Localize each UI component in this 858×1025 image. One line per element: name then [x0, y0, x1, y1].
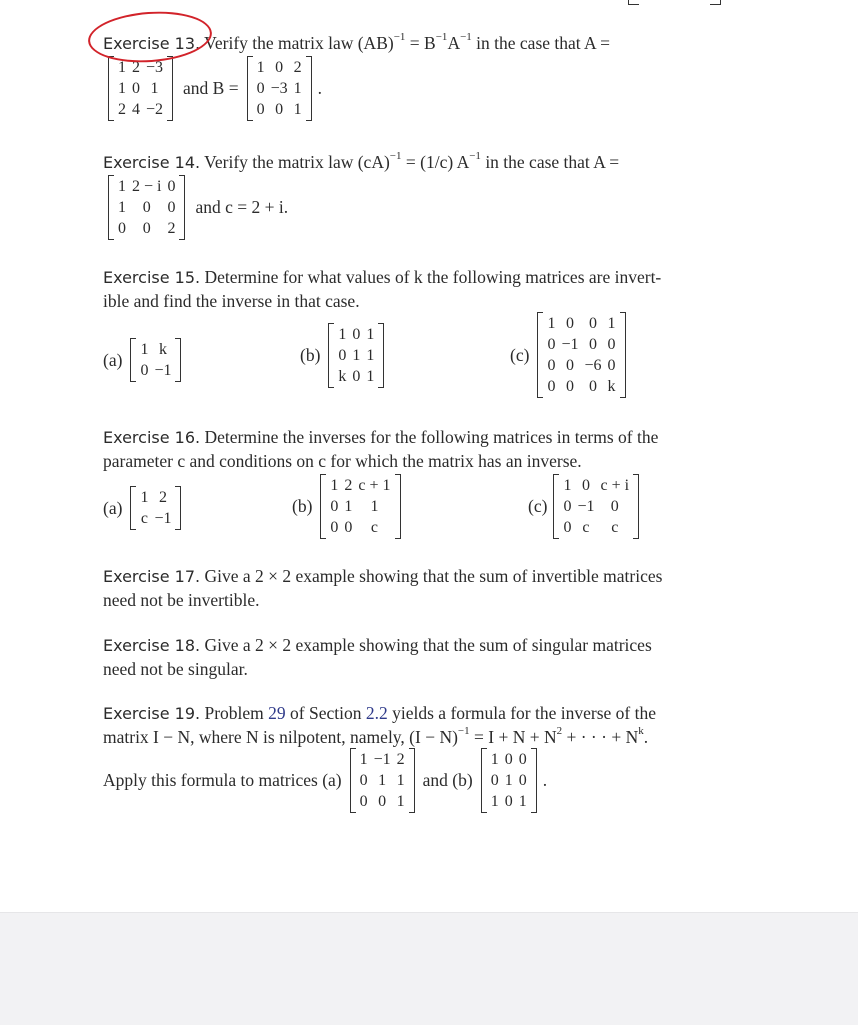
exercise-19-line-1: [103, 702, 763, 726]
matrix-table: [560, 475, 632, 538]
matrix-entry: k: [338, 368, 347, 385]
exercise-15-c: [510, 312, 626, 398]
matrix-entry: 1: [293, 101, 302, 118]
matrix-entry: 1: [607, 315, 616, 332]
exponent: −1: [393, 31, 406, 44]
matrix-entry: 1: [547, 315, 556, 332]
exercise-13-matrices: [108, 56, 322, 121]
matrix-entry: 0: [118, 220, 126, 237]
matrix-entry: 1: [118, 80, 126, 97]
matrix-entry: 0: [359, 772, 368, 789]
matrix-A: [108, 175, 185, 240]
matrix-entry: 0: [167, 178, 176, 195]
exercise-15-line-1: [103, 266, 763, 290]
matrix-row: [488, 791, 530, 812]
matrix-16a: [130, 486, 181, 530]
matrix-row: [357, 770, 408, 791]
matrix-entry: 0: [359, 793, 368, 810]
matrix-entry: 1: [352, 347, 361, 364]
exponent: −1: [460, 31, 472, 44]
matrix-row: [115, 99, 166, 120]
matrix-entry: 1: [378, 772, 387, 789]
period: .: [317, 78, 322, 98]
matrix-row: [115, 176, 178, 197]
exercise-19-text-d: matrix I − N, where N is nilpotent, namely, (I − N): [103, 726, 458, 747]
page-top-bracket-left: [628, 0, 639, 5]
exercise-15-b: [300, 323, 384, 388]
matrix-row: [335, 366, 377, 387]
matrix-entry: 0: [607, 336, 616, 353]
exercise-19-text: Problem: [204, 703, 264, 723]
matrix-row: [137, 339, 174, 360]
part-c-label: (c): [510, 344, 530, 365]
matrix-entry: 0: [518, 751, 527, 768]
matrix-entry: 0: [330, 498, 339, 515]
matrix-entry: 0: [547, 357, 556, 374]
matrix-entry: c: [582, 519, 590, 536]
matrix-entry: 1: [490, 751, 499, 768]
exercise-15: [103, 266, 763, 313]
matrix-row: [327, 496, 393, 517]
exercise-13-label: Exercise 13.: [103, 34, 201, 53]
exercise-18-text: Give a 2 × 2 example showing that the sum of singular matrices: [204, 635, 652, 655]
matrix-entry: 1: [366, 368, 375, 385]
matrix-entry: k: [607, 378, 616, 395]
matrix-entry: c: [611, 519, 619, 536]
matrix-entry: 0: [142, 199, 151, 216]
matrix-entry: 1: [366, 347, 375, 364]
matrix-entry: 0: [588, 336, 597, 353]
matrix-entry: 0: [518, 772, 527, 789]
exercise-17-label: Exercise 17.: [103, 567, 201, 586]
matrix-row: [335, 324, 377, 345]
matrix-table: [115, 57, 166, 120]
matrix-16b: [320, 474, 400, 539]
matrix-entry: 0: [610, 498, 619, 515]
exercise-15-a: [103, 338, 181, 382]
matrix-row: [137, 360, 174, 381]
matrix-row: [254, 78, 305, 99]
matrix-row: [137, 487, 174, 508]
matrix-entry: 1: [344, 498, 353, 515]
matrix-entry: 1: [338, 326, 347, 343]
matrix-19b: [481, 748, 537, 813]
matrix-entry: 0: [565, 357, 574, 374]
matrix-entry: 0: [338, 347, 347, 364]
matrix-row: [544, 355, 618, 376]
matrix-table: [115, 176, 178, 239]
matrix-entry: 2: [167, 220, 176, 237]
exercise-19-text-e: = I + N + N: [469, 726, 557, 747]
matrix-entry: 1: [396, 772, 405, 789]
exercise-14-text: Verify the matrix law (cA): [204, 152, 390, 172]
matrix-entry: 1: [118, 59, 126, 76]
matrix-row: [254, 99, 305, 120]
matrix-entry: 1: [293, 80, 302, 97]
matrix-table: [357, 749, 408, 812]
matrix-row: [327, 475, 393, 496]
matrix-entry: 0: [547, 336, 556, 353]
matrix-entry: −1: [373, 751, 391, 768]
matrix-entry: k: [158, 341, 167, 358]
matrix-entry: 1: [150, 80, 159, 97]
exercise-19-line-2: [103, 726, 763, 750]
matrix-entry: 0: [588, 378, 597, 395]
matrix-table: [335, 324, 377, 387]
matrix-entry: 2: [132, 59, 140, 76]
matrix-entry: 0: [330, 519, 339, 536]
matrix-entry: c + 1: [358, 477, 391, 494]
matrix-entry: 2 − i: [132, 178, 162, 195]
matrix-entry: −3: [270, 80, 288, 97]
exercise-17: [103, 565, 763, 612]
matrix-entry: 2: [118, 101, 126, 118]
matrix-entry: 0: [352, 326, 361, 343]
matrix-entry: 1: [563, 477, 572, 494]
matrix-entry: 0: [563, 519, 572, 536]
part-a-label: (a): [103, 497, 123, 518]
matrix-row: [544, 376, 618, 397]
matrix-entry: c: [140, 510, 148, 527]
matrix-entry: −1: [561, 336, 579, 353]
part-b-label: (b): [300, 345, 321, 365]
exercise-15-text: Determine for what values of k the following matrices are invert-: [204, 267, 662, 287]
matrix-entry: 0: [565, 315, 574, 332]
exponent: −1: [389, 150, 402, 163]
matrix-row: [488, 749, 530, 770]
exercise-19-text-f: + · · · + N: [562, 726, 639, 747]
exercise-14-text-c: in the case that A =: [480, 152, 620, 172]
exercise-19-matrices: [103, 748, 547, 813]
exercise-13-text-b: = B: [405, 33, 436, 53]
matrix-entry: −1: [577, 498, 595, 515]
matrix-entry: 1: [370, 498, 379, 515]
exponent: k: [638, 724, 644, 737]
exercise-19-text-c: yields a formula for the inverse of the: [392, 703, 656, 723]
matrix-entry: 1: [359, 751, 368, 768]
exercise-13-text-d: in the case that A =: [471, 33, 610, 53]
matrix-row: [544, 313, 618, 334]
matrix-table: [137, 339, 174, 381]
part-b-label: (b): [292, 496, 313, 516]
matrix-entry: 0: [581, 477, 590, 494]
matrix-row: [254, 57, 305, 78]
matrix-entry: 0: [132, 80, 140, 97]
exercise-19-text-b: of Section: [290, 703, 362, 723]
exercise-15-label: Exercise 15.: [103, 268, 201, 287]
exercise-15-line-2: ible and find the inverse in that case.: [103, 290, 360, 311]
exercise-16: [103, 426, 763, 473]
and-b-text: and B =: [183, 78, 239, 98]
matrix-entry: 1: [490, 793, 499, 810]
matrix-entry: 0: [607, 357, 616, 374]
matrix-row: [137, 508, 174, 529]
matrix-entry: 0: [256, 101, 265, 118]
matrix-15b: [328, 323, 384, 388]
exercise-18-line-1: [103, 634, 763, 658]
matrix-entry: 1: [118, 199, 126, 216]
matrix-row: [488, 770, 530, 791]
matrix-entry: 2: [396, 751, 405, 768]
matrix-entry: 0: [256, 80, 265, 97]
matrix-entry: 1: [140, 341, 149, 358]
matrix-entry: 0: [378, 793, 387, 810]
matrix-table: [327, 475, 393, 538]
matrix-B: [247, 56, 312, 121]
part-c-label: (c): [528, 496, 548, 516]
matrix-row: [115, 57, 166, 78]
matrix-entry: 1: [518, 793, 527, 810]
matrix-entry: −2: [146, 101, 164, 118]
matrix-entry: −1: [154, 510, 172, 527]
exercise-16-line-1: [103, 426, 763, 450]
matrix-row: [560, 496, 632, 517]
exercise-16-label: Exercise 16.: [103, 428, 201, 447]
part-a-label: (a): [103, 349, 123, 370]
exponent: 2: [556, 724, 563, 737]
matrix-entry: 1: [140, 489, 149, 506]
matrix-entry: c + i: [600, 477, 630, 494]
page-top-bracket-right: [710, 0, 721, 5]
exercise-13: [103, 32, 763, 56]
matrix-entry: 0: [490, 772, 499, 789]
matrix-16c: [553, 474, 639, 539]
matrix-entry: 2: [158, 489, 167, 506]
matrix-table: [544, 313, 618, 397]
matrix-row: [560, 517, 632, 538]
exponent: −1: [457, 724, 470, 737]
matrix-row: [357, 791, 408, 812]
exercise-19-label: Exercise 19.: [103, 704, 201, 723]
matrix-table: [488, 749, 530, 812]
exercise-17-text: Give a 2 × 2 example showing that the sum of invertible matrices: [204, 566, 663, 586]
period: .: [643, 726, 649, 747]
matrix-row: [544, 334, 618, 355]
exercise-13-line-1: [103, 32, 763, 56]
matrix-entry: 0: [563, 498, 572, 515]
matrix-15c: [537, 312, 625, 398]
exercise-16-b: [292, 474, 401, 539]
exercise-18: [103, 634, 763, 681]
exponent: −1: [469, 150, 481, 163]
exercise-14-label: Exercise 14.: [103, 153, 201, 172]
exercise-14-matrix-row: [108, 175, 288, 240]
matrix-entry: 1: [256, 59, 265, 76]
matrix-entry: −3: [146, 59, 164, 76]
exercise-14-line-1: [103, 151, 763, 175]
exercise-18-line-2: need not be singular.: [103, 658, 248, 679]
matrix-15a: [130, 338, 181, 382]
and-c-text: and c = 2 + i.: [195, 197, 289, 217]
matrix-table: [137, 487, 174, 529]
exercise-13-text: Verify the matrix law (AB): [204, 33, 394, 53]
exercise-16-text: Determine the inverses for the following matrices in terms of the: [204, 427, 659, 447]
matrix-entry: 0: [504, 751, 513, 768]
matrix-entry: 0: [167, 199, 176, 216]
matrix-entry: 0: [275, 101, 284, 118]
matrix-entry: 2: [293, 59, 302, 76]
matrix-entry: 1: [330, 477, 339, 494]
matrix-entry: −6: [584, 357, 602, 374]
matrix-row: [327, 517, 393, 538]
matrix-entry: 0: [565, 378, 574, 395]
matrix-entry: 0: [588, 315, 597, 332]
matrix-entry: c: [370, 519, 379, 536]
matrix-table: [254, 57, 305, 120]
matrix-row: [335, 345, 377, 366]
exercise-13-text-c: A: [447, 33, 461, 53]
matrix-19a: [350, 748, 415, 813]
section-2-2-link[interactable]: 2.2: [365, 703, 388, 723]
matrix-row: [115, 78, 166, 99]
matrix-entry: 1: [396, 793, 405, 810]
matrix-entry: 0: [547, 378, 556, 395]
matrix-entry: 2: [344, 477, 353, 494]
apply-text: Apply this formula to matrices (a): [103, 770, 342, 790]
exercise-14-text-b: = (1/c) A: [401, 152, 470, 172]
matrix-entry: 4: [132, 101, 140, 118]
exercise-17-line-2: need not be invertible.: [103, 589, 260, 610]
matrix-entry: 1: [504, 772, 513, 789]
matrix-entry: 0: [344, 519, 353, 536]
matrix-entry: 0: [352, 368, 361, 385]
and-b-text: and (b): [422, 770, 473, 790]
exercise-16-c: [528, 474, 639, 539]
matrix-entry: 0: [142, 220, 151, 237]
matrix-row: [115, 218, 178, 239]
page-footer-area: [0, 912, 858, 1025]
exercise-16-line-2: parameter c and conditions on c for which the matrix has an inverse.: [103, 450, 582, 471]
exercise-14: [103, 151, 763, 175]
exercise-17-line-1: [103, 565, 763, 589]
matrix-row: [560, 475, 632, 496]
period: .: [542, 770, 548, 790]
matrix-entry: −1: [154, 362, 172, 379]
matrix-row: [357, 749, 408, 770]
matrix-entry: 0: [275, 59, 284, 76]
exercise-19: [103, 702, 763, 749]
matrix-entry: 1: [366, 326, 375, 343]
matrix-entry: 0: [140, 362, 149, 379]
matrix-A: [108, 56, 173, 121]
exercise-16-a: [103, 486, 181, 530]
exercise-18-label: Exercise 18.: [103, 636, 201, 655]
exponent: −1: [435, 31, 448, 44]
problem-29-link[interactable]: 29: [268, 703, 286, 723]
matrix-row: [115, 197, 178, 218]
matrix-entry: 1: [118, 178, 126, 195]
matrix-entry: 0: [504, 793, 513, 810]
